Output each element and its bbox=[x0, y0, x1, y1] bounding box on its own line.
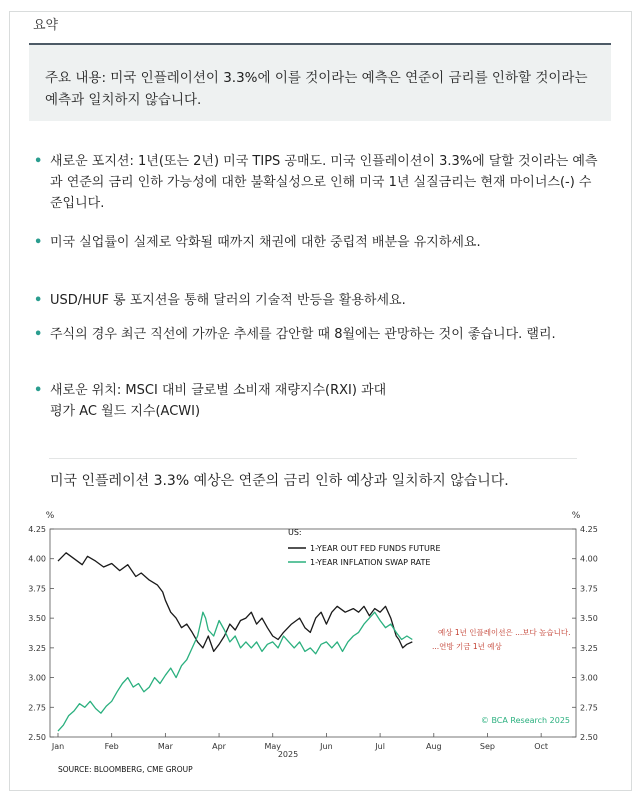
y-tick-label-right: 2.75 bbox=[580, 703, 598, 713]
legend-label-inflation-swap: 1-YEAR INFLATION SWAP RATE bbox=[310, 558, 431, 567]
y-tick-label-right: 3.50 bbox=[580, 614, 598, 624]
legend-label-fed-funds: 1-YEAR OUT FED FUNDS FUTURE bbox=[310, 544, 441, 553]
source-note: SOURCE: BLOOMBERG, CME GROUP bbox=[58, 765, 193, 774]
list-item bbox=[34, 324, 600, 345]
bullet-dot-icon: • bbox=[34, 383, 43, 398]
x-tick-label: May bbox=[264, 742, 282, 751]
y-tick-label-left: 3.50 bbox=[28, 614, 46, 624]
x-tick-label: Jun bbox=[320, 742, 333, 751]
chart-title: 미국 인플레이션 3.3% 예상은 연준의 금리 인하 예상과 일치하지 않습니다. bbox=[50, 473, 509, 489]
y-tick-label-left: 4.25 bbox=[28, 525, 46, 534]
list-item-text: 주식의 경우 최근 직선에 가까운 추세를 감안할 때 8월에는 관망하는 것이 좋습니다. 랠리. bbox=[50, 327, 556, 342]
y-tick-label-left: 2.50 bbox=[28, 733, 46, 742]
y-tick-label-right: 4.00 bbox=[580, 554, 598, 564]
list-item-text: USD/HUF 롱 포지션을 통해 달러의 기술적 반등을 활용하세요. bbox=[50, 293, 406, 308]
y-tick-label-left: 3.25 bbox=[28, 643, 46, 653]
y-tick-label-right: 3.00 bbox=[580, 673, 598, 683]
y-tick-label-left: 4.00 bbox=[28, 554, 46, 564]
x-tick-label: Jan bbox=[51, 742, 65, 751]
x-tick-label: Sep bbox=[479, 742, 496, 751]
annotation-line-2: ...연방 기금 1년 예상 bbox=[432, 642, 502, 651]
x-axis-year: 2025 bbox=[277, 750, 299, 759]
x-tick-label: Jul bbox=[375, 742, 385, 751]
y-tick-label-left: 3.00 bbox=[28, 673, 46, 683]
list-item-text: 새로운 포지션: 1년(또는 2년) 미국 TIPS 공매도. 미국 인플레이션이 3.3%에 달할 것이라는 예측과 연준의 금리 인하 가능성에 대한 불확실성으로 인해 미국 1년 실질금리는 현재 마이너스(-) 수준입니다. bbox=[50, 154, 598, 211]
y-tick-label-right: 4.25 bbox=[580, 525, 598, 534]
list-item-text: 새로운 위치: MSCI 대비 글로벌 소비재 재량지수(RXI) 과대평가 AC 월드 지수(ACWI) bbox=[50, 383, 387, 419]
x-tick-label: Aug bbox=[425, 742, 442, 751]
bullet-dot-icon: • bbox=[34, 293, 43, 308]
watermark: © BCA Research 2025 bbox=[480, 716, 570, 725]
list-item bbox=[34, 232, 600, 253]
bullet-dot-icon: • bbox=[34, 154, 43, 169]
x-tick-label: Oct bbox=[534, 742, 549, 751]
y-tick-label-right: 2.50 bbox=[580, 733, 598, 742]
legend-title: US: bbox=[288, 528, 302, 537]
list-item bbox=[34, 151, 600, 214]
y-tick-label-right: 3.25 bbox=[580, 643, 598, 653]
list-item-text: 미국 실업률이 실제로 악화될 때까지 채권에 대한 중립적 배분을 유지하세요. bbox=[50, 235, 481, 250]
y-tick-label-left: 2.75 bbox=[28, 703, 46, 713]
left-axis-unit: % bbox=[45, 511, 55, 521]
annotation-line-1: 예상 1년 인플레이션은 ...보다 높습니다. bbox=[438, 628, 571, 637]
list-item bbox=[34, 290, 600, 311]
y-tick-label-left: 3.75 bbox=[28, 584, 46, 594]
divider bbox=[49, 458, 577, 459]
list-item bbox=[34, 380, 600, 422]
y-tick-label-right: 3.75 bbox=[580, 584, 598, 594]
right-axis-unit: % bbox=[571, 511, 581, 521]
x-tick-label: Mar bbox=[157, 742, 173, 751]
line-chart bbox=[26, 505, 616, 780]
bullet-dot-icon: • bbox=[34, 235, 43, 250]
key-takeaway-box bbox=[29, 43, 611, 121]
bullet-dot-icon: • bbox=[34, 327, 43, 342]
key-takeaway-text: 주요 내용: 미국 인플레이션이 3.3%에 이를 것이라는 예측은 연준이 금리를 인하할 것이라는 예측과 일치하지 않습니다. bbox=[45, 70, 588, 108]
section-label: 요약 bbox=[26, 14, 65, 33]
x-tick-label: Feb bbox=[104, 742, 119, 751]
x-tick-label: Apr bbox=[212, 742, 226, 751]
